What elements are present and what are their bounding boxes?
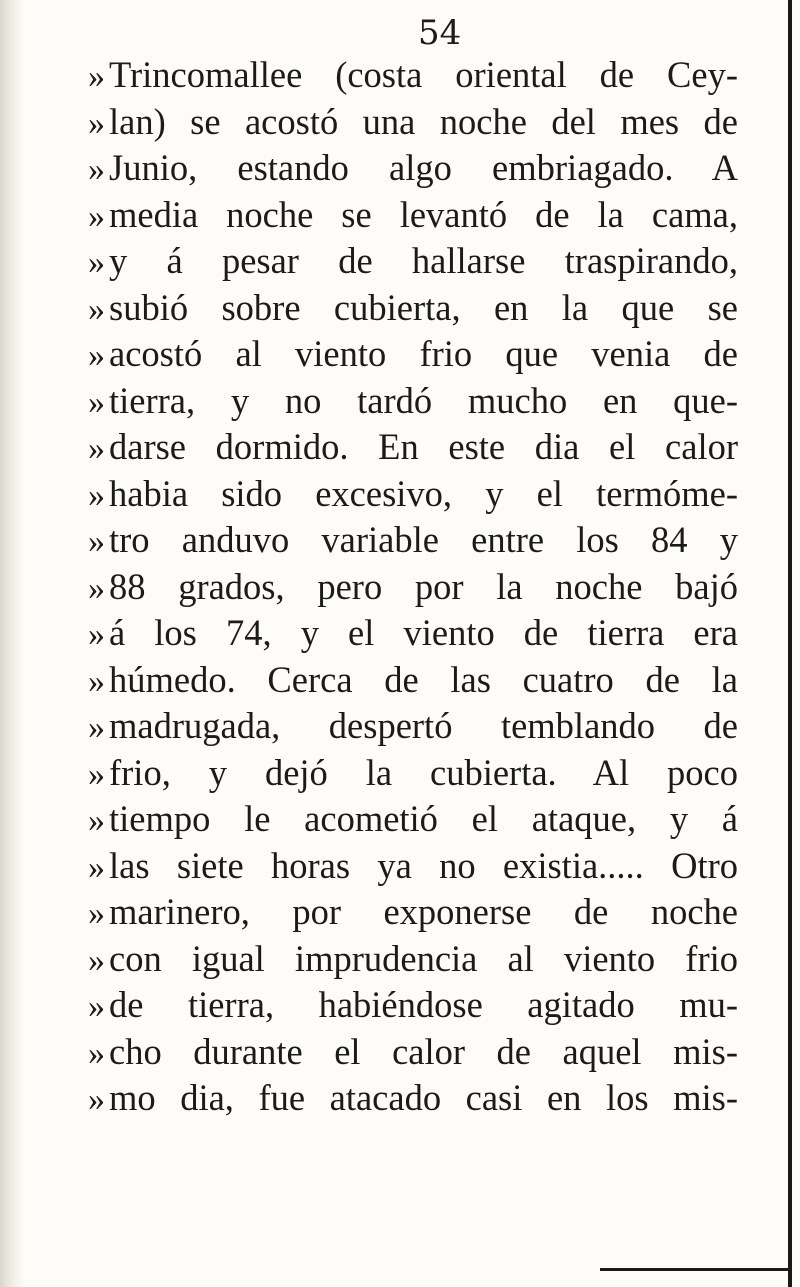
text-line [88, 657, 738, 704]
text-line [88, 517, 738, 564]
quote-mark: » [88, 1034, 105, 1072]
text-line [88, 982, 738, 1029]
text-line-content: media noche se levantó de la cama, [109, 193, 738, 235]
quote-mark: » [88, 58, 105, 95]
text-line-content: mo dia, fue atacado casi en los mis- [109, 1077, 738, 1118]
text-line [88, 99, 738, 146]
text-line-content: darse dormido. En este dia el calor [109, 426, 738, 467]
text-line-content: de tierra, habiéndose agitado mu- [109, 984, 738, 1025]
text-line [88, 564, 738, 611]
quote-mark: » [88, 104, 105, 142]
text-line [88, 471, 738, 518]
page-number: 54 [418, 13, 462, 53]
quote-mark: » [88, 430, 105, 467]
body-text [88, 52, 738, 1122]
text-line [88, 750, 738, 797]
text-line [88, 843, 738, 890]
page-gutter-shadow [0, 0, 24, 1287]
text-line-content: tro anduvo variable entre los 84 y [109, 519, 738, 560]
text-line-content: subió sobre cubierta, en la que se [109, 286, 738, 328]
quote-mark: » [88, 383, 105, 421]
text-line [88, 796, 738, 843]
quote-mark: » [88, 802, 105, 839]
text-line [88, 145, 738, 192]
text-line [88, 1075, 738, 1122]
page-right-edge [788, 0, 792, 1287]
quote-mark: » [88, 197, 105, 235]
text-line [88, 331, 738, 378]
quote-mark: » [88, 476, 105, 514]
text-line-content: húmedo. Cerca de las cuatro de la [109, 658, 738, 700]
text-line-content: 88 grados, pero por la noche bajó [109, 565, 738, 607]
quote-mark: » [88, 337, 105, 374]
page-bottom-edge [600, 1268, 792, 1271]
text-line [88, 238, 738, 285]
quote-mark: » [88, 523, 105, 560]
quote-mark: » [88, 569, 105, 607]
text-line [88, 424, 738, 471]
quote-mark: » [88, 755, 105, 793]
quote-mark: » [88, 290, 105, 328]
quote-mark: » [88, 988, 105, 1025]
quote-mark: » [88, 895, 105, 932]
text-line-content: á los 74, y el viento de tierra era [109, 612, 738, 653]
text-line-content: tiempo le acometió el ataque, y á [109, 798, 738, 839]
text-line [88, 1029, 738, 1076]
text-line [88, 285, 738, 332]
text-line-content: cho durante el calor de aquel mis- [109, 1030, 738, 1072]
text-line-content: frio, y dejó la cubierta. Al poco [109, 751, 738, 793]
quote-mark: » [88, 151, 105, 188]
text-line-content: habia sido excesivo, y el termóme- [109, 472, 738, 514]
text-line-content: las siete horas ya no existia..... Otro [109, 844, 738, 886]
text-line-content: con igual imprudencia al viento frio [109, 937, 738, 979]
text-line [88, 703, 738, 750]
text-line [88, 52, 738, 99]
text-line-content: tierra, y no tardó mucho en que- [109, 379, 738, 421]
text-line-content: Trincomallee (costa oriental de Cey- [109, 54, 738, 95]
quote-mark: » [88, 1081, 105, 1118]
text-line-content: y á pesar de hallarse traspirando, [109, 240, 738, 281]
quote-mark: » [88, 848, 105, 886]
text-line-content: lan) se acostó una noche del mes de [109, 100, 738, 142]
text-line [88, 192, 738, 239]
quote-mark: » [88, 662, 105, 700]
quote-mark: » [88, 244, 105, 281]
text-line-content: marinero, por exponerse de noche [109, 891, 738, 932]
text-line [88, 378, 738, 425]
text-line-content: Junio, estando algo embriagado. A [109, 147, 738, 188]
quote-mark: » [88, 709, 105, 746]
text-line [88, 610, 738, 657]
quote-mark: » [88, 616, 105, 653]
text-line-content: madrugada, despertó temblando de [109, 705, 738, 746]
text-line [88, 889, 738, 936]
text-line-content: acostó al viento frio que venia de [109, 333, 738, 374]
text-line [88, 936, 738, 983]
quote-mark: » [88, 941, 105, 979]
